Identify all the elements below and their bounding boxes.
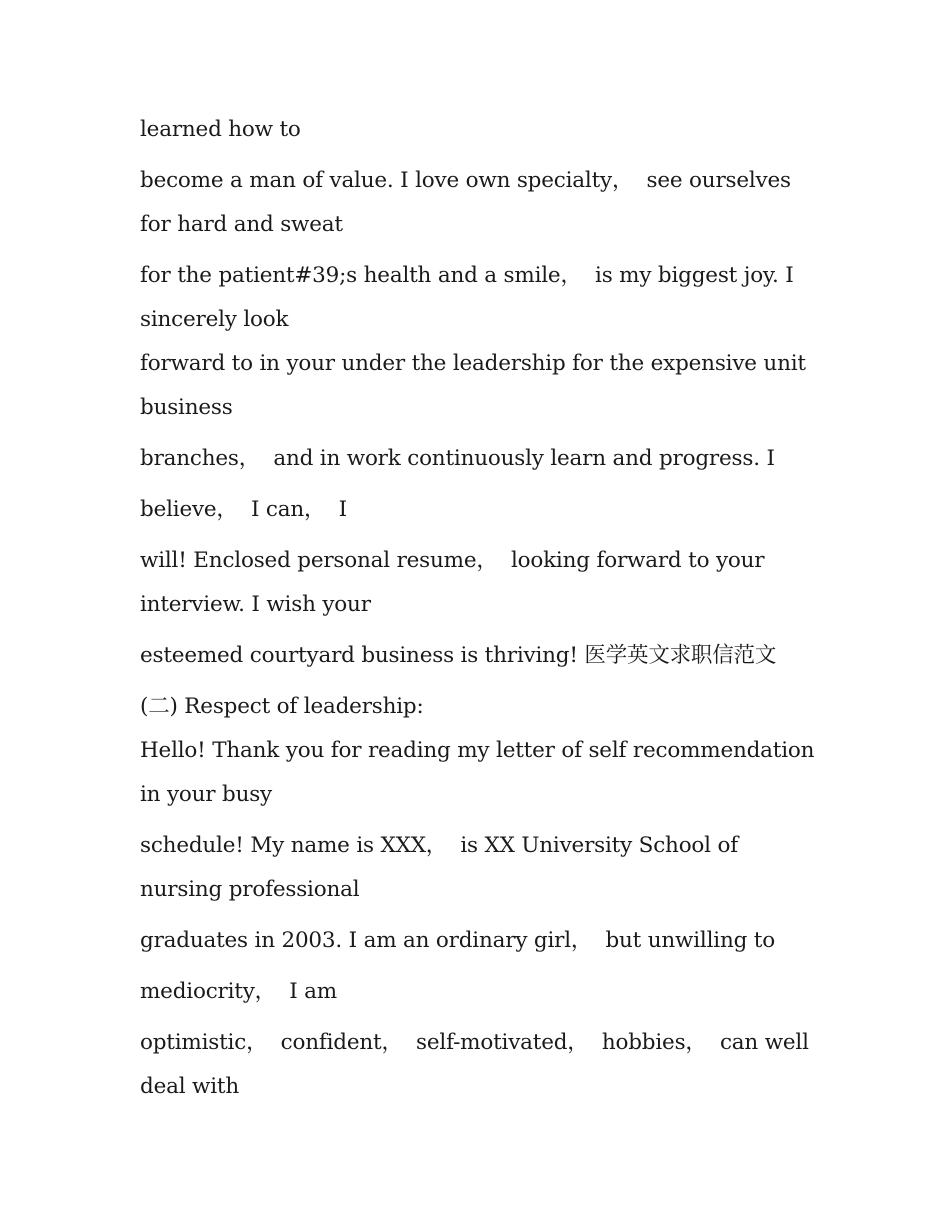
paragraph-1: learned how to xyxy=(140,117,301,142)
paragraph-2: become a man of value. I love own specialty， see ourselves for hard and sweat xyxy=(140,168,798,237)
paragraph-6: believe， I can， I xyxy=(140,497,347,522)
paragraph-12: graduates in 2003. I am an ordinary girl， but unwilling to xyxy=(140,928,775,953)
paragraph-5: branches， and in work continuously learn and progress. I xyxy=(140,446,775,471)
paragraph-8: esteemed courtyard business is thriving! 医学英文求职信范文 xyxy=(140,643,777,668)
paragraph-9: (二) Respect of leadership: xyxy=(140,694,424,719)
paragraph-11: schedule! My name is XXX， is XX University School of nursing professional xyxy=(140,833,745,902)
paragraph-10: Hello! Thank you for reading my letter of self recommendation in your busy xyxy=(140,738,821,807)
paragraph-4: forward to in your under the leadership for the expensive unit business xyxy=(140,351,813,420)
paragraph-13: mediocrity， I am xyxy=(140,979,337,1004)
paragraph-3: for the patient#39;s health and a smile， is my biggest joy. I sincerely look xyxy=(140,263,801,332)
paragraph-7: will! Enclosed personal resume， looking forward to your interview. I wish your xyxy=(140,548,772,617)
paragraph-14: optimistic， confident， self-motivated， hobbies， can well deal with xyxy=(140,1030,816,1099)
document-body xyxy=(140,108,820,1116)
